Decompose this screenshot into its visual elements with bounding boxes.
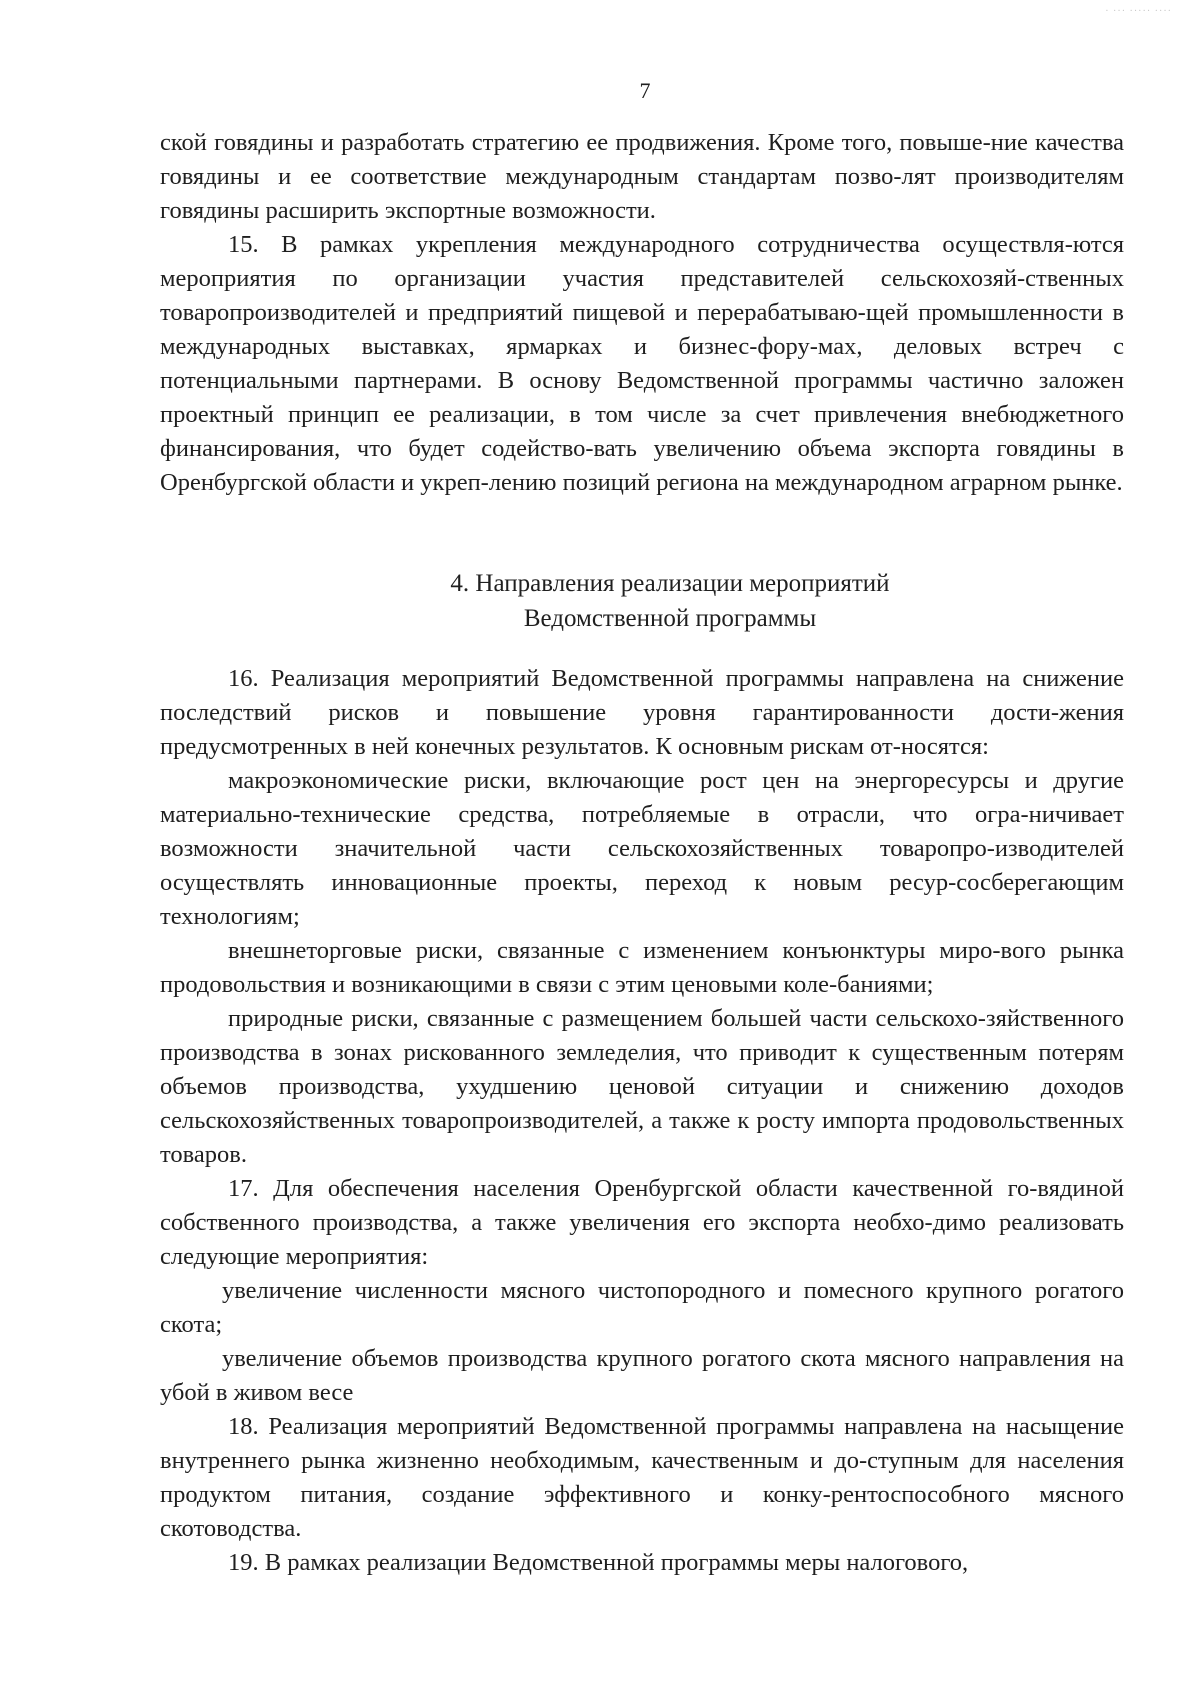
measure-1: увеличение численности мясного чистопородного и помесного крупного рогатого скота; [160, 1277, 1124, 1338]
risk-trade: внешнеторговые риски, связанные с изменением конъюнктуры миро-вого рынка продовольствия и возникающими в связи с этим ценовыми коле-баниями; [160, 937, 1124, 998]
risk-macro: макроэкономические риски, включающие рост цен на энергоресурсы и другие материально-технические средства, потребляемые в отрасли, что огра-ничивает возможности значительной части сельскохозяйственных товаропро-изводителей осуществлять инновационные проекты, переход к новым ресур-сосберегающим технологиям; [160, 767, 1124, 930]
risk-nature: природные риски, связанные с размещением большей части сельскохо-зяйственного производства в зонах рискованного земледелия, что приводит к существенным потерям объемов производства, ухудшению ценовой ситуации и снижению доходов сельскохозяйственных товаропроизводителей, а также к росту импорта продовольственных товаров. [160, 1005, 1124, 1168]
paragraph-continuation: ской говядины и разработать стратегию ее продвижения. Кроме того, повыше-ние качества говядины и ее соответствие международным стандартам позво-лят производителям говядины расширить экспортные возможности. [160, 129, 1124, 224]
paragraph-18: 18. Реализация мероприятий Ведомственной программы направлена на насыщение внутреннего рынка жизненно необходимым, качественным и до-ступным для населения продуктом питания, создание эффективного и конку-рентоспособного мясного скотоводства. [160, 1413, 1124, 1542]
text-block-main [160, 662, 1124, 1580]
measure-2: увеличение объемов производства крупного рогатого скота мясного направления на убой в живом весе [160, 1345, 1124, 1406]
paragraph-15: 15. В рамках укрепления международного сотрудничества осуществля-ются мероприятия по организации участия представителей сельскохозяй-ственных товаропроизводителей и предприятий пищевой и перерабатываю-щей промышленности в международных выставках, ярмарках и бизнес-фору-мах, деловых встреч с потенциальными партнерами. В основу Ведомственной программы частично заложен проектный принцип ее реализации, в том числе за счет привлечения внебюджетного финансирования, что будет содейство-вать увеличению объема экспорта говядины в Оренбургской области и укреп-лению позиций региона на международном аграрном рынке. [160, 231, 1124, 496]
section-heading [160, 566, 1180, 636]
section-heading-line1: 4. Направления реализации мероприятий [450, 570, 890, 597]
paragraph-16: 16. Реализация мероприятий Ведомственной программы направлена на снижение последствий рисков и повышение уровня гарантированности дости-жения предусмотренных в ней конечных результатов. К основным рискам от-носятся: [160, 665, 1124, 760]
paragraph-17: 17. Для обеспечения населения Оренбургской области качественной го-вядиной собственного производства, а также увеличения его экспорта необхо-димо реализовать следующие мероприятия: [160, 1175, 1124, 1270]
text-block-top [160, 126, 1124, 500]
section-heading-line2: Ведомственной программы [523, 605, 817, 632]
paragraph-19: 19. В рамках реализации Ведомственной программы меры налогового, [228, 1549, 969, 1576]
scan-mark: · ··· ····· ···· [1105, 6, 1172, 17]
page-number: 7 [639, 78, 651, 103]
